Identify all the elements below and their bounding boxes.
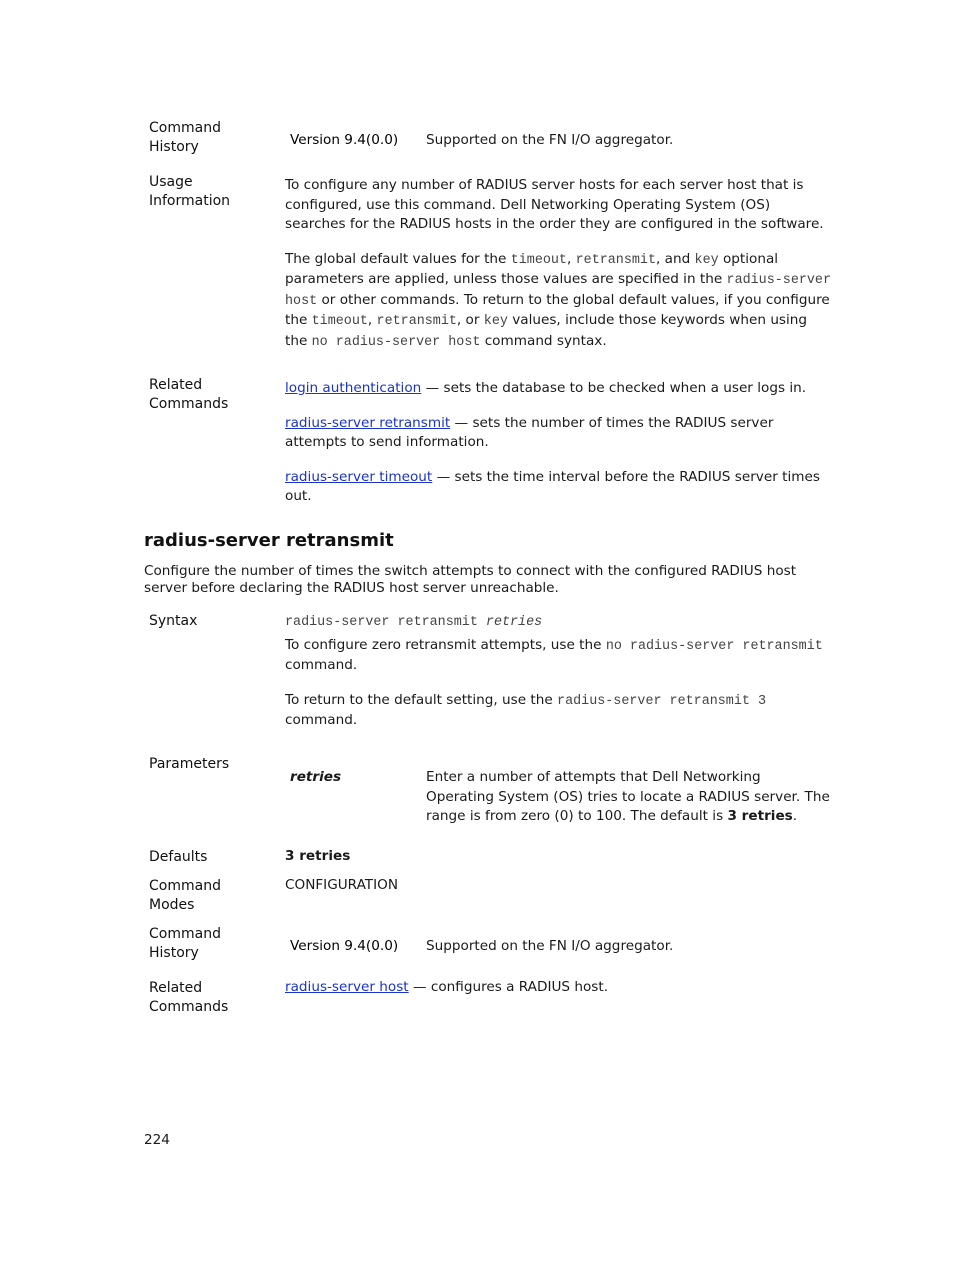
usage-information-label: Usage Information [149, 174, 231, 209]
defaults-label: Defaults [149, 849, 208, 865]
syntax-command [285, 612, 833, 633]
link-radius-server-retransmit[interactable]: radius-server retransmit [285, 414, 451, 431]
link-radius-server-timeout[interactable]: radius-server timeout [285, 468, 433, 485]
related-desc: — configures a RADIUS host. [408, 979, 609, 995]
related-item-radius-server-host [285, 978, 608, 998]
parameter-name: retries [290, 769, 342, 785]
code-no-radius-server-host: no radius-server host [311, 334, 481, 350]
related-desc: — sets the time interval before the RADIUS server times out. [285, 468, 820, 504]
related-desc: — sets the number of times the RADIUS server attempts to send information. [285, 414, 774, 450]
page-number: 224 [144, 1132, 170, 1148]
command-modes-label: Command Modes [149, 878, 221, 913]
code-key: key [483, 314, 508, 329]
code-radius-server-retransmit-3: radius-server retransmit 3 [557, 693, 766, 709]
text: command syntax. [480, 332, 607, 349]
text-bold: 3 retries [727, 808, 793, 824]
usage-information-body [285, 176, 833, 352]
text: , or [456, 312, 484, 328]
related-desc: — sets the database to be checked when a user logs in. [421, 380, 807, 396]
section-title: radius-server retransmit [144, 530, 394, 551]
text: Enter a number of attempts that Dell Networking Operating System (OS) tries to locate a RADIUS server. The range is from zero (0) to 100. The default is [426, 769, 830, 824]
related-item-radius-server-timeout [285, 468, 833, 507]
text: command. [285, 657, 358, 673]
section-intro: Configure the number of times the switch attempts to connect with the configured RADIUS host server before declaring the RADIUS host server unreachable. [144, 563, 797, 596]
code-timeout: timeout [311, 314, 368, 329]
command-modes-value: CONFIGURATION [285, 877, 398, 893]
parameters-label: Parameters [149, 756, 230, 772]
usage-paragraph-2 [285, 250, 833, 353]
code-argument: retries [485, 615, 543, 630]
command-history-label-2: Command History [149, 926, 221, 961]
code-no-radius-server-retransmit: no radius-server retransmit [605, 638, 823, 654]
history-version-2: Version 9.4(0.0) [290, 938, 399, 954]
history-description: Supported on the FN I/O aggregator. [426, 132, 674, 148]
code-retransmit: retransmit [376, 314, 457, 329]
related-item-radius-server-retransmit [285, 414, 833, 453]
code-radius-server-host: radius-server host [285, 273, 831, 309]
text: The global default values for the [285, 250, 511, 267]
text: command. [285, 712, 358, 728]
command-history-label: Command History [149, 120, 221, 155]
text: To configure zero retransmit attempts, use the [285, 636, 606, 653]
text: , [566, 250, 576, 267]
syntax-label: Syntax [149, 613, 198, 629]
history-version: Version 9.4(0.0) [290, 132, 399, 148]
text: To return to the default setting, use the [285, 691, 558, 708]
syntax-paragraph-2 [285, 691, 833, 731]
related-item-login-authentication [285, 379, 833, 399]
history-description-2: Supported on the FN I/O aggregator. [426, 938, 674, 954]
link-radius-server-host[interactable]: radius-server host [285, 979, 409, 995]
text: , and [655, 250, 695, 267]
defaults-value: 3 retries [285, 848, 351, 864]
related-commands-label: Related Commands [149, 377, 229, 412]
code-retransmit: retransmit [575, 252, 656, 268]
syntax-paragraph-1 [285, 636, 833, 676]
code-key: key [694, 252, 719, 268]
text: optional parameters are applied, unless those values are specified in the [285, 250, 779, 287]
code-command: radius-server retransmit [285, 615, 486, 630]
text: values, include those keywords when using the [285, 312, 808, 349]
usage-paragraph-1: To configure any number of RADIUS server hosts for each server host that is configured, use this command. Dell Networking Operating System (OS) searches for the RADIUS hosts in the order they are configured in the software. [285, 177, 824, 232]
text: . [792, 808, 798, 824]
syntax-body [285, 612, 833, 731]
text: , [367, 312, 377, 328]
code-timeout: timeout [510, 252, 567, 268]
related-commands-list [285, 379, 833, 507]
parameter-description [426, 768, 831, 827]
text: or other commands. To return to the global default values, if you configure the [285, 291, 830, 328]
related-commands-label-2: Related Commands [149, 980, 229, 1015]
link-login-authentication[interactable]: login authentication [285, 380, 422, 396]
